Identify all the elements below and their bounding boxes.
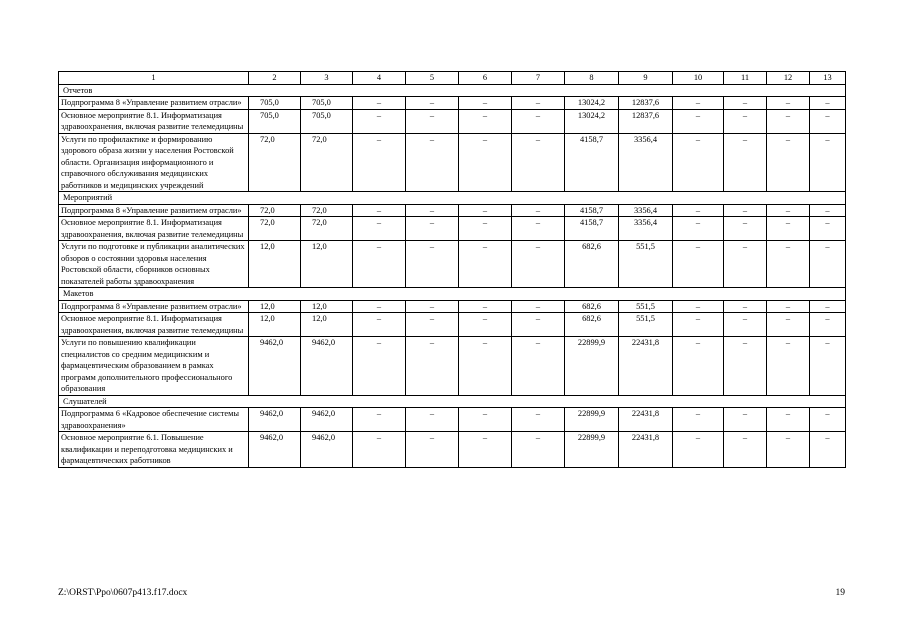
- cell-col2: 72,0: [249, 133, 301, 192]
- column-header: 4: [353, 72, 406, 85]
- cell-dash: –: [673, 337, 724, 396]
- cell-col9: 3356,4: [619, 217, 673, 241]
- section-row: [59, 84, 846, 97]
- cell-dash: –: [810, 432, 846, 468]
- section-row: [59, 395, 846, 408]
- cell-col8: 4158,7: [565, 133, 619, 192]
- cell-dash: –: [724, 300, 767, 313]
- table-row: [59, 97, 846, 110]
- cell-col9: 3356,4: [619, 204, 673, 217]
- cell-col9: 3356,4: [619, 133, 673, 192]
- column-header: 6: [459, 72, 512, 85]
- cell-dash: –: [512, 241, 565, 288]
- cell-dash: –: [353, 337, 406, 396]
- cell-dash: –: [673, 300, 724, 313]
- cell-col3: 705,0: [301, 97, 353, 110]
- cell-dash: –: [724, 97, 767, 110]
- cell-dash: –: [810, 97, 846, 110]
- cell-dash: –: [673, 97, 724, 110]
- cell-dash: –: [767, 109, 810, 133]
- table-row: [59, 300, 846, 313]
- column-header: 12: [767, 72, 810, 85]
- cell-dash: –: [459, 300, 512, 313]
- service-row: [59, 337, 846, 396]
- cell-dash: –: [512, 313, 565, 337]
- cell-dash: –: [459, 337, 512, 396]
- section-label: Отчетов: [59, 84, 846, 97]
- cell-col2: 12,0: [249, 241, 301, 288]
- cell-col2: 72,0: [249, 217, 301, 241]
- row-label: Подпрограмма 8 «Управление развитием отрасли»: [59, 97, 249, 110]
- cell-dash: –: [512, 408, 565, 432]
- cell-dash: –: [512, 337, 565, 396]
- cell-dash: –: [724, 109, 767, 133]
- cell-dash: –: [767, 217, 810, 241]
- cell-dash: –: [673, 217, 724, 241]
- cell-dash: –: [673, 133, 724, 192]
- table-row: [59, 109, 846, 133]
- cell-col9: 22431,8: [619, 408, 673, 432]
- cell-dash: –: [810, 408, 846, 432]
- column-header: 7: [512, 72, 565, 85]
- cell-col8: 682,6: [565, 313, 619, 337]
- cell-dash: –: [724, 408, 767, 432]
- cell-dash: –: [406, 241, 459, 288]
- section-row: [59, 192, 846, 205]
- row-label: Услуги по повышению квалификации специалистов со средним медицинским и фармацевтическим образованием в рамках программ дополнительного профессионального образования: [59, 337, 249, 396]
- cell-col8: 22899,9: [565, 432, 619, 468]
- cell-col3: 12,0: [301, 313, 353, 337]
- cell-dash: –: [406, 204, 459, 217]
- cell-dash: –: [673, 109, 724, 133]
- column-header: 11: [724, 72, 767, 85]
- cell-dash: –: [459, 408, 512, 432]
- cell-dash: –: [353, 133, 406, 192]
- cell-dash: –: [767, 432, 810, 468]
- cell-col3: 9462,0: [301, 432, 353, 468]
- header-row: [59, 72, 846, 85]
- cell-col2: 12,0: [249, 313, 301, 337]
- cell-col3: 12,0: [301, 241, 353, 288]
- cell-col9: 12837,6: [619, 97, 673, 110]
- cell-col2: 12,0: [249, 300, 301, 313]
- cell-dash: –: [353, 97, 406, 110]
- cell-col8: 22899,9: [565, 337, 619, 396]
- column-header: 3: [301, 72, 353, 85]
- cell-dash: –: [767, 97, 810, 110]
- table-row: [59, 204, 846, 217]
- row-label: Услуги по профилактике и формированию здорового образа жизни у населения Ростовской области. Организация информационного и справочного обслуживания медицинских работников и медицинских учреждений: [59, 133, 249, 192]
- cell-dash: –: [353, 408, 406, 432]
- row-label: Основное мероприятие 8.1. Информатизация здравоохранения, включая развитие телемедицины: [59, 217, 249, 241]
- cell-col2: 705,0: [249, 109, 301, 133]
- row-label: Подпрограмма 8 «Управление развитием отрасли»: [59, 204, 249, 217]
- cell-dash: –: [767, 300, 810, 313]
- cell-col9: 12837,6: [619, 109, 673, 133]
- cell-dash: –: [673, 432, 724, 468]
- cell-dash: –: [406, 133, 459, 192]
- column-header: 13: [810, 72, 846, 85]
- cell-dash: –: [767, 133, 810, 192]
- cell-col8: 22899,9: [565, 408, 619, 432]
- cell-dash: –: [724, 432, 767, 468]
- table-row: [59, 432, 846, 468]
- cell-col2: 9462,0: [249, 432, 301, 468]
- cell-dash: –: [724, 133, 767, 192]
- column-header: 10: [673, 72, 724, 85]
- cell-dash: –: [767, 337, 810, 396]
- cell-dash: –: [459, 109, 512, 133]
- cell-dash: –: [512, 432, 565, 468]
- file-path: Z:\ORST\Ppo\0607p413.f17.docx: [58, 588, 188, 598]
- cell-dash: –: [353, 204, 406, 217]
- column-header: 9: [619, 72, 673, 85]
- cell-dash: –: [810, 337, 846, 396]
- cell-dash: –: [459, 313, 512, 337]
- cell-col9: 22431,8: [619, 432, 673, 468]
- cell-dash: –: [406, 337, 459, 396]
- cell-col3: 72,0: [301, 133, 353, 192]
- cell-col2: 72,0: [249, 204, 301, 217]
- cell-dash: –: [512, 133, 565, 192]
- cell-dash: –: [810, 204, 846, 217]
- cell-dash: –: [673, 313, 724, 337]
- cell-col8: 4158,7: [565, 217, 619, 241]
- cell-col8: 682,6: [565, 300, 619, 313]
- cell-dash: –: [810, 217, 846, 241]
- cell-col8: 682,6: [565, 241, 619, 288]
- cell-col9: 551,5: [619, 300, 673, 313]
- cell-dash: –: [810, 241, 846, 288]
- column-header: 5: [406, 72, 459, 85]
- cell-col9: 551,5: [619, 241, 673, 288]
- cell-dash: –: [767, 241, 810, 288]
- cell-dash: –: [406, 408, 459, 432]
- row-label: Основное мероприятие 6.1. Повышение квалификации и переподготовка медицинских и фармацевтических работников: [59, 432, 249, 468]
- cell-dash: –: [810, 133, 846, 192]
- cell-dash: –: [767, 204, 810, 217]
- cell-dash: –: [353, 432, 406, 468]
- cell-dash: –: [406, 217, 459, 241]
- cell-dash: –: [459, 133, 512, 192]
- cell-dash: –: [459, 217, 512, 241]
- service-row: [59, 133, 846, 192]
- column-header: 8: [565, 72, 619, 85]
- cell-dash: –: [810, 109, 846, 133]
- cell-col3: 9462,0: [301, 337, 353, 396]
- cell-dash: –: [406, 97, 459, 110]
- cell-dash: –: [724, 313, 767, 337]
- cell-dash: –: [724, 337, 767, 396]
- cell-col3: 72,0: [301, 217, 353, 241]
- cell-dash: –: [724, 241, 767, 288]
- cell-dash: –: [512, 109, 565, 133]
- cell-col9: 551,5: [619, 313, 673, 337]
- column-header: 1: [59, 72, 249, 85]
- cell-col3: 72,0: [301, 204, 353, 217]
- cell-dash: –: [353, 300, 406, 313]
- cell-dash: –: [406, 313, 459, 337]
- cell-dash: –: [767, 408, 810, 432]
- cell-dash: –: [459, 204, 512, 217]
- page-number: 19: [835, 588, 845, 598]
- section-row: [59, 288, 846, 301]
- cell-dash: –: [724, 204, 767, 217]
- table-row: [59, 408, 846, 432]
- cell-dash: –: [512, 217, 565, 241]
- row-label: Основное мероприятие 8.1. Информатизация здравоохранения, включая развитие телемедицины: [59, 313, 249, 337]
- row-label: Основное мероприятие 8.1. Информатизация здравоохранения, включая развитие телемедицины: [59, 109, 249, 133]
- cell-dash: –: [353, 217, 406, 241]
- table-row: [59, 313, 846, 337]
- cell-col8: 13024,2: [565, 97, 619, 110]
- cell-dash: –: [673, 241, 724, 288]
- row-label: Услуги по подготовке и публикации аналитических обзоров о состоянии здоровья населения Ростовской области, сборников основных показателей работы здравоохранения: [59, 241, 249, 288]
- cell-col2: 705,0: [249, 97, 301, 110]
- cell-dash: –: [810, 313, 846, 337]
- cell-col9: 22431,8: [619, 337, 673, 396]
- row-label: Подпрограмма 8 «Управление развитием отрасли»: [59, 300, 249, 313]
- cell-col2: 9462,0: [249, 337, 301, 396]
- row-label: Подпрограмма 6 «Кадровое обеспечение системы здравоохранения»: [59, 408, 249, 432]
- cell-dash: –: [406, 432, 459, 468]
- cell-dash: –: [353, 109, 406, 133]
- section-label: Слушателей: [59, 395, 846, 408]
- cell-dash: –: [810, 300, 846, 313]
- cell-dash: –: [512, 97, 565, 110]
- cell-col8: 4158,7: [565, 204, 619, 217]
- cell-dash: –: [459, 97, 512, 110]
- table-row: [59, 217, 846, 241]
- cell-dash: –: [767, 313, 810, 337]
- service-row: [59, 241, 846, 288]
- cell-dash: –: [724, 217, 767, 241]
- cell-col2: 9462,0: [249, 408, 301, 432]
- cell-col3: 705,0: [301, 109, 353, 133]
- data-table: [58, 71, 846, 468]
- cell-dash: –: [512, 300, 565, 313]
- cell-dash: –: [673, 204, 724, 217]
- cell-dash: –: [353, 241, 406, 288]
- cell-dash: –: [512, 204, 565, 217]
- cell-col8: 13024,2: [565, 109, 619, 133]
- cell-dash: –: [353, 313, 406, 337]
- column-header: 2: [249, 72, 301, 85]
- cell-dash: –: [406, 300, 459, 313]
- table-body: [59, 72, 846, 468]
- cell-dash: –: [459, 241, 512, 288]
- cell-dash: –: [673, 408, 724, 432]
- cell-dash: –: [459, 432, 512, 468]
- cell-col3: 12,0: [301, 300, 353, 313]
- cell-col3: 9462,0: [301, 408, 353, 432]
- cell-dash: –: [406, 109, 459, 133]
- section-label: Мероприятий: [59, 192, 846, 205]
- section-label: Макетов: [59, 288, 846, 301]
